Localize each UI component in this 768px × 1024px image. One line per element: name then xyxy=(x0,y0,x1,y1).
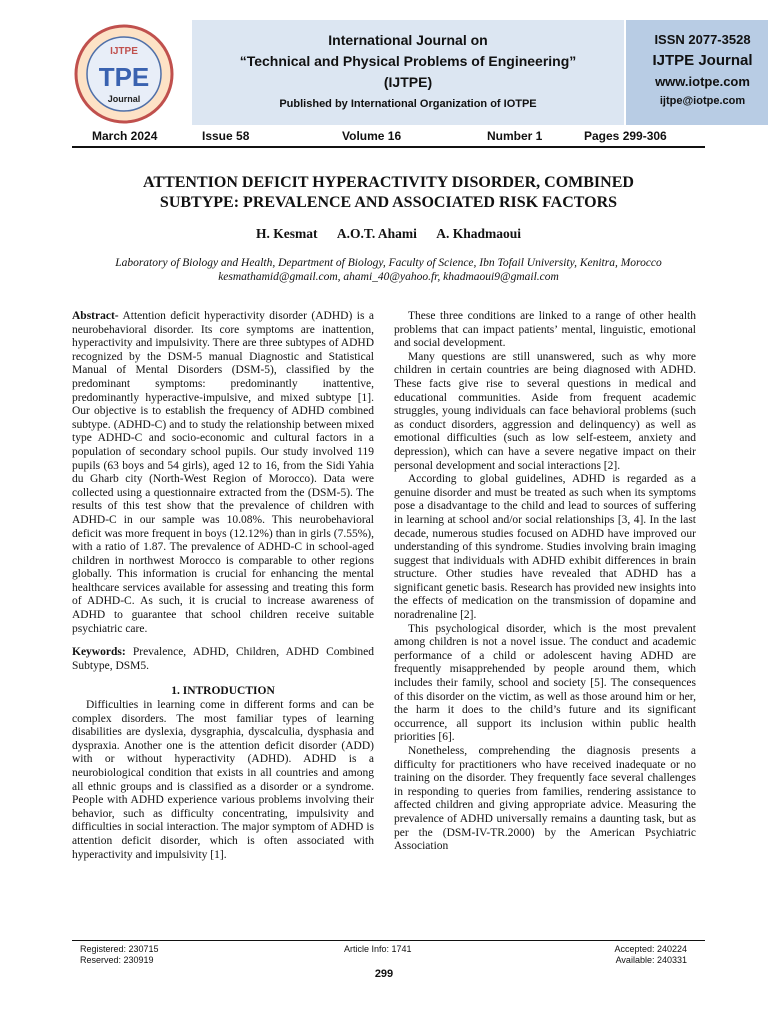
body-paragraph: These three conditions are linked to a range of other health problems that can impact patients’ mental, linguistic, emotional and social development. xyxy=(394,310,696,350)
svg-text:IJTPE: IJTPE xyxy=(110,46,138,57)
left-column xyxy=(72,310,374,862)
svg-text:TPE: TPE xyxy=(98,62,150,92)
abstract-label: Abstract- xyxy=(72,310,119,322)
section-heading: 1. INTRODUCTION xyxy=(171,685,275,698)
paper-title xyxy=(72,173,705,213)
page-range: Pages 299-306 xyxy=(584,129,667,143)
journal-name-line2: “Technical and Physical Problems of Engineering” xyxy=(239,53,577,69)
body-paragraph: Nonetheless, comprehending the diagnosis presents a difficulty for practitioners who have received inadequate or no training on the disorder. They frequently face several challenges in responding to queries from families, rendering assistance to affected children and giving appropriate advice. Measuring the prevalence of ADHD universally remains a daunting task, but as per the (DSM-IV-TR.2000) by the American Psychiatric Association xyxy=(394,745,696,853)
author: A.O.T. Ahami xyxy=(336,226,417,241)
article-footer xyxy=(72,940,705,965)
logo-area xyxy=(72,20,190,125)
journal-abbreviation: (IJTPE) xyxy=(383,74,433,90)
issue-date: March 2024 xyxy=(92,129,158,143)
abstract xyxy=(72,310,374,636)
issn: ISSN 2077-3528 xyxy=(654,32,751,47)
journal-logo xyxy=(74,24,174,124)
number: Number 1 xyxy=(487,129,543,143)
registered-date: Registered: 230715 xyxy=(80,944,159,954)
body-paragraph: This psychological disorder, which is the most prevalent among children is not a novel issue. The conduct and academic performance of a child or adolescent having ADHD are frequently misapprehended by people around them, which includes their family, school and society [5]. The consequences of this disorder on the victim, as well as those around him or her, the harm it does to the child’s future and its significant occurrence, all support its inclusion within public health priorities [6]. xyxy=(394,622,696,744)
keywords-label: Keywords: xyxy=(72,646,126,659)
intro-paragraph: Difficulties in learning come in different forms and can be complex disorders. The most familiar types of learning disabilities are dyslexia, dysgraphia, dyscalculia, dysphasia and dyspraxia. Another one is the attention deficit disorder (ADD) with or without hyperactivity (ADHD). ADHD is a neurobiological condition that exists in all countries and among all ethnic groups and is classified as a disorder or a syndrome. People with ADHD experience various problems involving their behavior, such as difficulty concentrating, impulsivity and difficulties in social interaction. The major symptom of ADHD is attention deficit disorder, which is often associated with hyperactivity and impulsivity [1]. xyxy=(72,699,374,861)
body-paragraph: Many questions are still unanswered, such as why more children in certain countries are being diagnosed with ADHD. These facts give rise to several questions in medical and educational communities. Aside from frequent academic struggles, young individuals can face behavioral problems (such as conduct disorders, aggression and delinquency) as well as emotional difficulties (such as low self-esteem, anxiety and depression), which can have a severe negative impact on their personal development and social interactions [2]. xyxy=(394,350,696,472)
journal-title-block xyxy=(192,20,624,125)
svg-text:Journal: Journal xyxy=(107,94,141,104)
author-list xyxy=(72,226,705,242)
author: A. Khadmaoui xyxy=(436,226,522,241)
affiliation: Laboratory of Biology and Health, Department of Biology, Faculty of Science, Ibn Tofail University, Kenitra, Morocco xyxy=(115,257,662,269)
issue-number: Issue 58 xyxy=(202,129,250,143)
issue-bar xyxy=(72,126,705,148)
page-number: 299 xyxy=(374,968,394,980)
journal-email[interactable]: ijtpe@iotpe.com xyxy=(659,95,746,107)
journal-short-name: IJTPE Journal xyxy=(652,52,753,69)
journal-header xyxy=(72,20,753,125)
journal-name-line1: International Journal on xyxy=(328,32,488,48)
volume: Volume 16 xyxy=(342,129,402,143)
accepted-date: Accepted: 240224 xyxy=(614,944,687,954)
journal-website[interactable]: www.iotpe.com xyxy=(655,74,750,89)
title-line-1: ATTENTION DEFICIT HYPERACTIVITY DISORDER, COMBINED xyxy=(143,174,634,191)
journal-info-block xyxy=(626,20,768,125)
publisher-line: Published by International Organization of IOTPE xyxy=(279,98,537,110)
abstract-text: Attention deficit hyperactivity disorder (ADHD) is a neurobehavioral disorder. Its core symptoms are inattention, hyperactivity and impulsivity. There are three subtypes of ADHD recognized by the DSM-5 manual Diagnostic and Statistical Manual of Mental Disorders (DSM-5), classified by the predominant symptoms: predominantly inattentive, predominantly hyperactive-impulsive, and mixed subtype [1]. Our objective is to establish the frequency of ADHD combined subtype. (ADHD-C) and to study the relationship between mixed type ADHD-C and socio-economic and cultural factors in a population of secondary school pupils. Our study involved 119 pupils (63 boys and 54 girls), aged 12 to 16, from the Sidi Yahia du Gharb city (North-West Region of Morocco). Data were collected using a questionnaire extracted from the (DSM-5). The results of this test show that the prevalence of children with ADHD-C in our sample was 10.08%. This neurobehavioral deficit was more frequent in boys (12.12%) than in girls (7.55%), with a ratio of 1.87. The prevalence of ADHD-C in school-aged children in northwest Morocco is comparable to other regions globally. This information is crucial for enhancing the mental healthcare services available for assessing and treating this form of ADHD-C. As such, it is crucial to increase awareness of ADHD to guarantee that school children receive suitable psychiatric care. xyxy=(72,310,374,635)
footer-dates-right xyxy=(614,944,687,966)
author-emails: kesmathamid@gmail.com, ahami_40@yahoo.fr, khadmaoui9@gmail.com xyxy=(218,271,559,283)
right-column xyxy=(394,310,696,854)
affiliation-block xyxy=(72,256,705,284)
author: H. Kesmat xyxy=(255,226,318,241)
keywords-text: Prevalence, ADHD, Children, ADHD Combined Subtype, DSM5. xyxy=(72,646,374,672)
title-line-2: SUBTYPE: PREVALENCE AND ASSOCIATED RISK FACTORS xyxy=(159,194,618,211)
keywords xyxy=(72,646,374,673)
article-info: Article Info: 1741 xyxy=(344,944,412,954)
body-paragraph: According to global guidelines, ADHD is regarded as a genuine disorder and must be treated as such when its symptoms pose a disadvantage to the child and lead to sources of suffering in learning at school and/or social relationships [3, 4]. In the last decade, numerous studies focused on ADHD have improved our understanding of this syndrome. Studies involving brain imaging suggest that individuals with ADHD exhibit differences in brain structure. Other studies have revealed that ADHD has a significant genetic basis. Research has provided new insights into the effects of medication on the transmission of dopamine and noradrenaline [2]. xyxy=(394,473,696,622)
available-date: Available: 240331 xyxy=(615,955,687,965)
footer-dates-left xyxy=(80,944,159,966)
reserved-date: Reserved: 230919 xyxy=(80,955,154,965)
